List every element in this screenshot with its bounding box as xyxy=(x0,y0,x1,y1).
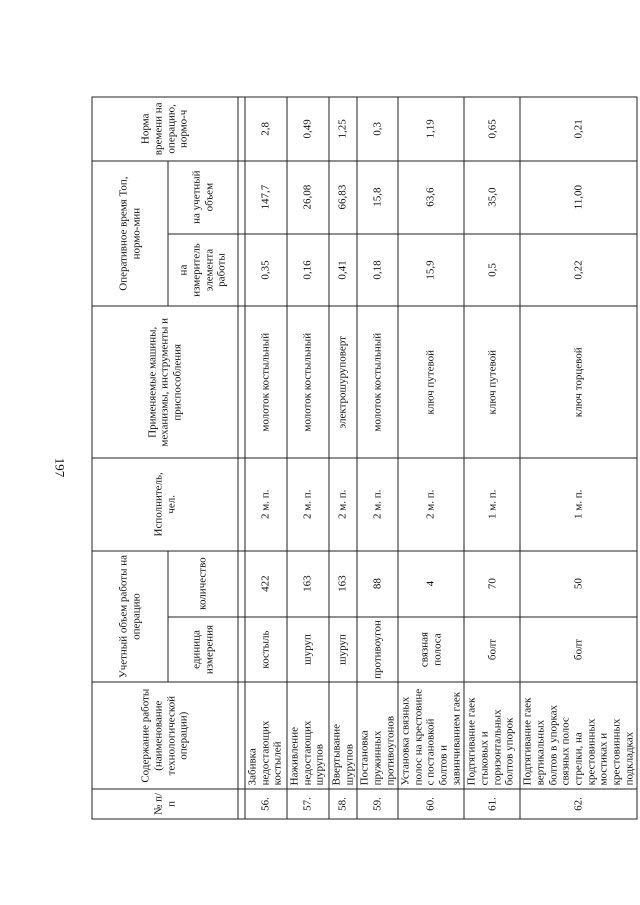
row-per-element: 0,16 xyxy=(287,234,329,307)
row-content: Постановка пружинных противоугонов xyxy=(357,682,398,788)
row-content: Забивка недостающих костылей xyxy=(245,682,287,788)
header-machines: Применяемые машины, механизмы, инструменты и приспособления xyxy=(92,306,238,458)
row-per-volume: 147,7 xyxy=(245,161,287,234)
row-executor: 1 м. п. xyxy=(520,458,637,551)
row-executor: 2 м. п. xyxy=(245,458,287,551)
row-num: 57. xyxy=(287,789,329,819)
header-quantity: количество xyxy=(168,551,238,617)
row-unit: болт xyxy=(520,617,637,683)
table-row xyxy=(287,97,329,819)
row-per-volume: 26,08 xyxy=(287,161,329,234)
row-norm: 0,3 xyxy=(357,97,398,161)
row-content: Подтягивание гаек стыковых и горизонтальных болтов упорок xyxy=(464,682,520,788)
table-row xyxy=(245,97,287,819)
header-norm: Норма времени на операцию, нормо-ч xyxy=(92,97,238,161)
table-row xyxy=(520,97,637,819)
separator-row xyxy=(238,97,245,819)
header-volume-group: Учетный объем работы на операцию xyxy=(92,551,168,683)
operations-table xyxy=(91,97,637,820)
row-quantity: 50 xyxy=(520,551,637,617)
row-content: Ввертывание шурупов xyxy=(329,682,357,788)
row-executor: 2 м. п. xyxy=(357,458,398,551)
header-per-element: на измеритель элемента работы xyxy=(168,234,238,307)
row-num: 56. xyxy=(245,789,287,819)
row-unit: шуруп xyxy=(287,617,329,683)
row-num: 60. xyxy=(398,789,464,819)
row-quantity: 4 xyxy=(398,551,464,617)
row-per-volume: 35,0 xyxy=(464,161,520,234)
row-machine: молоток костыльный xyxy=(357,306,398,458)
row-unit: болт xyxy=(464,617,520,683)
row-content: Подтягивание гаек вертикальных болтов в упорках связных полос стрелки, на крестовинных мостиках и крестовинных подкладках xyxy=(520,682,637,788)
header-unit: единица измерения xyxy=(168,617,238,683)
row-num: 62. xyxy=(520,789,637,819)
row-executor: 1 м. п. xyxy=(464,458,520,551)
row-machine: ключ путевой xyxy=(398,306,464,458)
row-num: 61. xyxy=(464,789,520,819)
row-norm: 0,65 xyxy=(464,97,520,161)
row-per-element: 0,35 xyxy=(245,234,287,307)
row-unit: шуруп xyxy=(329,617,357,683)
row-quantity: 163 xyxy=(329,551,357,617)
row-machine: молоток костыльный xyxy=(245,306,287,458)
header-per-volume: на учетный объем xyxy=(168,161,238,234)
row-norm: 1,19 xyxy=(398,97,464,161)
row-content: Установка связных полос на крестовине с постановкой болтов и завинчиванием гаек xyxy=(398,682,464,788)
row-norm: 2,8 xyxy=(245,97,287,161)
row-executor: 2 м. п. xyxy=(287,458,329,551)
row-machine: электрошуруповерт xyxy=(329,306,357,458)
row-unit: связная полоса xyxy=(398,617,464,683)
row-per-volume: 66,83 xyxy=(329,161,357,234)
row-per-volume: 63,6 xyxy=(398,161,464,234)
row-norm: 0,49 xyxy=(287,97,329,161)
row-unit: костыль xyxy=(245,617,287,683)
page-number: 197 xyxy=(52,457,68,478)
row-per-element: 15,9 xyxy=(398,234,464,307)
row-per-volume: 11,00 xyxy=(520,161,637,234)
header-executor: Исполнитель, чел. xyxy=(92,458,238,551)
row-num: 58. xyxy=(329,789,357,819)
row-content: Наживление недостающих шурупов xyxy=(287,682,329,788)
row-machine: ключ торцевой xyxy=(520,306,637,458)
table-row xyxy=(398,97,464,819)
row-executor: 2 м. п. xyxy=(329,458,357,551)
row-norm: 0,21 xyxy=(520,97,637,161)
row-per-element: 0,5 xyxy=(464,234,520,307)
row-machine: ключ путевой xyxy=(464,306,520,458)
table-row xyxy=(329,97,357,819)
rotated-table-container xyxy=(91,97,635,820)
row-norm: 1,25 xyxy=(329,97,357,161)
row-quantity: 70 xyxy=(464,551,520,617)
row-machine: молоток костыльный xyxy=(287,306,329,458)
row-unit: противоугон xyxy=(357,617,398,683)
table-row xyxy=(357,97,398,819)
row-per-element: 0,41 xyxy=(329,234,357,307)
header-optime-group: Оперативное время Топ, нормо-мин xyxy=(92,161,168,307)
row-executor: 2 м. п. xyxy=(398,458,464,551)
header-content: Содержание работы (наименование технологической операции) xyxy=(92,682,238,788)
table-row xyxy=(464,97,520,819)
row-quantity: 422 xyxy=(245,551,287,617)
row-per-volume: 15,8 xyxy=(357,161,398,234)
row-num: 59. xyxy=(357,789,398,819)
row-per-element: 0,18 xyxy=(357,234,398,307)
header-num: № п/п xyxy=(92,789,238,819)
row-quantity: 163 xyxy=(287,551,329,617)
row-quantity: 88 xyxy=(357,551,398,617)
row-per-element: 0,22 xyxy=(520,234,637,307)
